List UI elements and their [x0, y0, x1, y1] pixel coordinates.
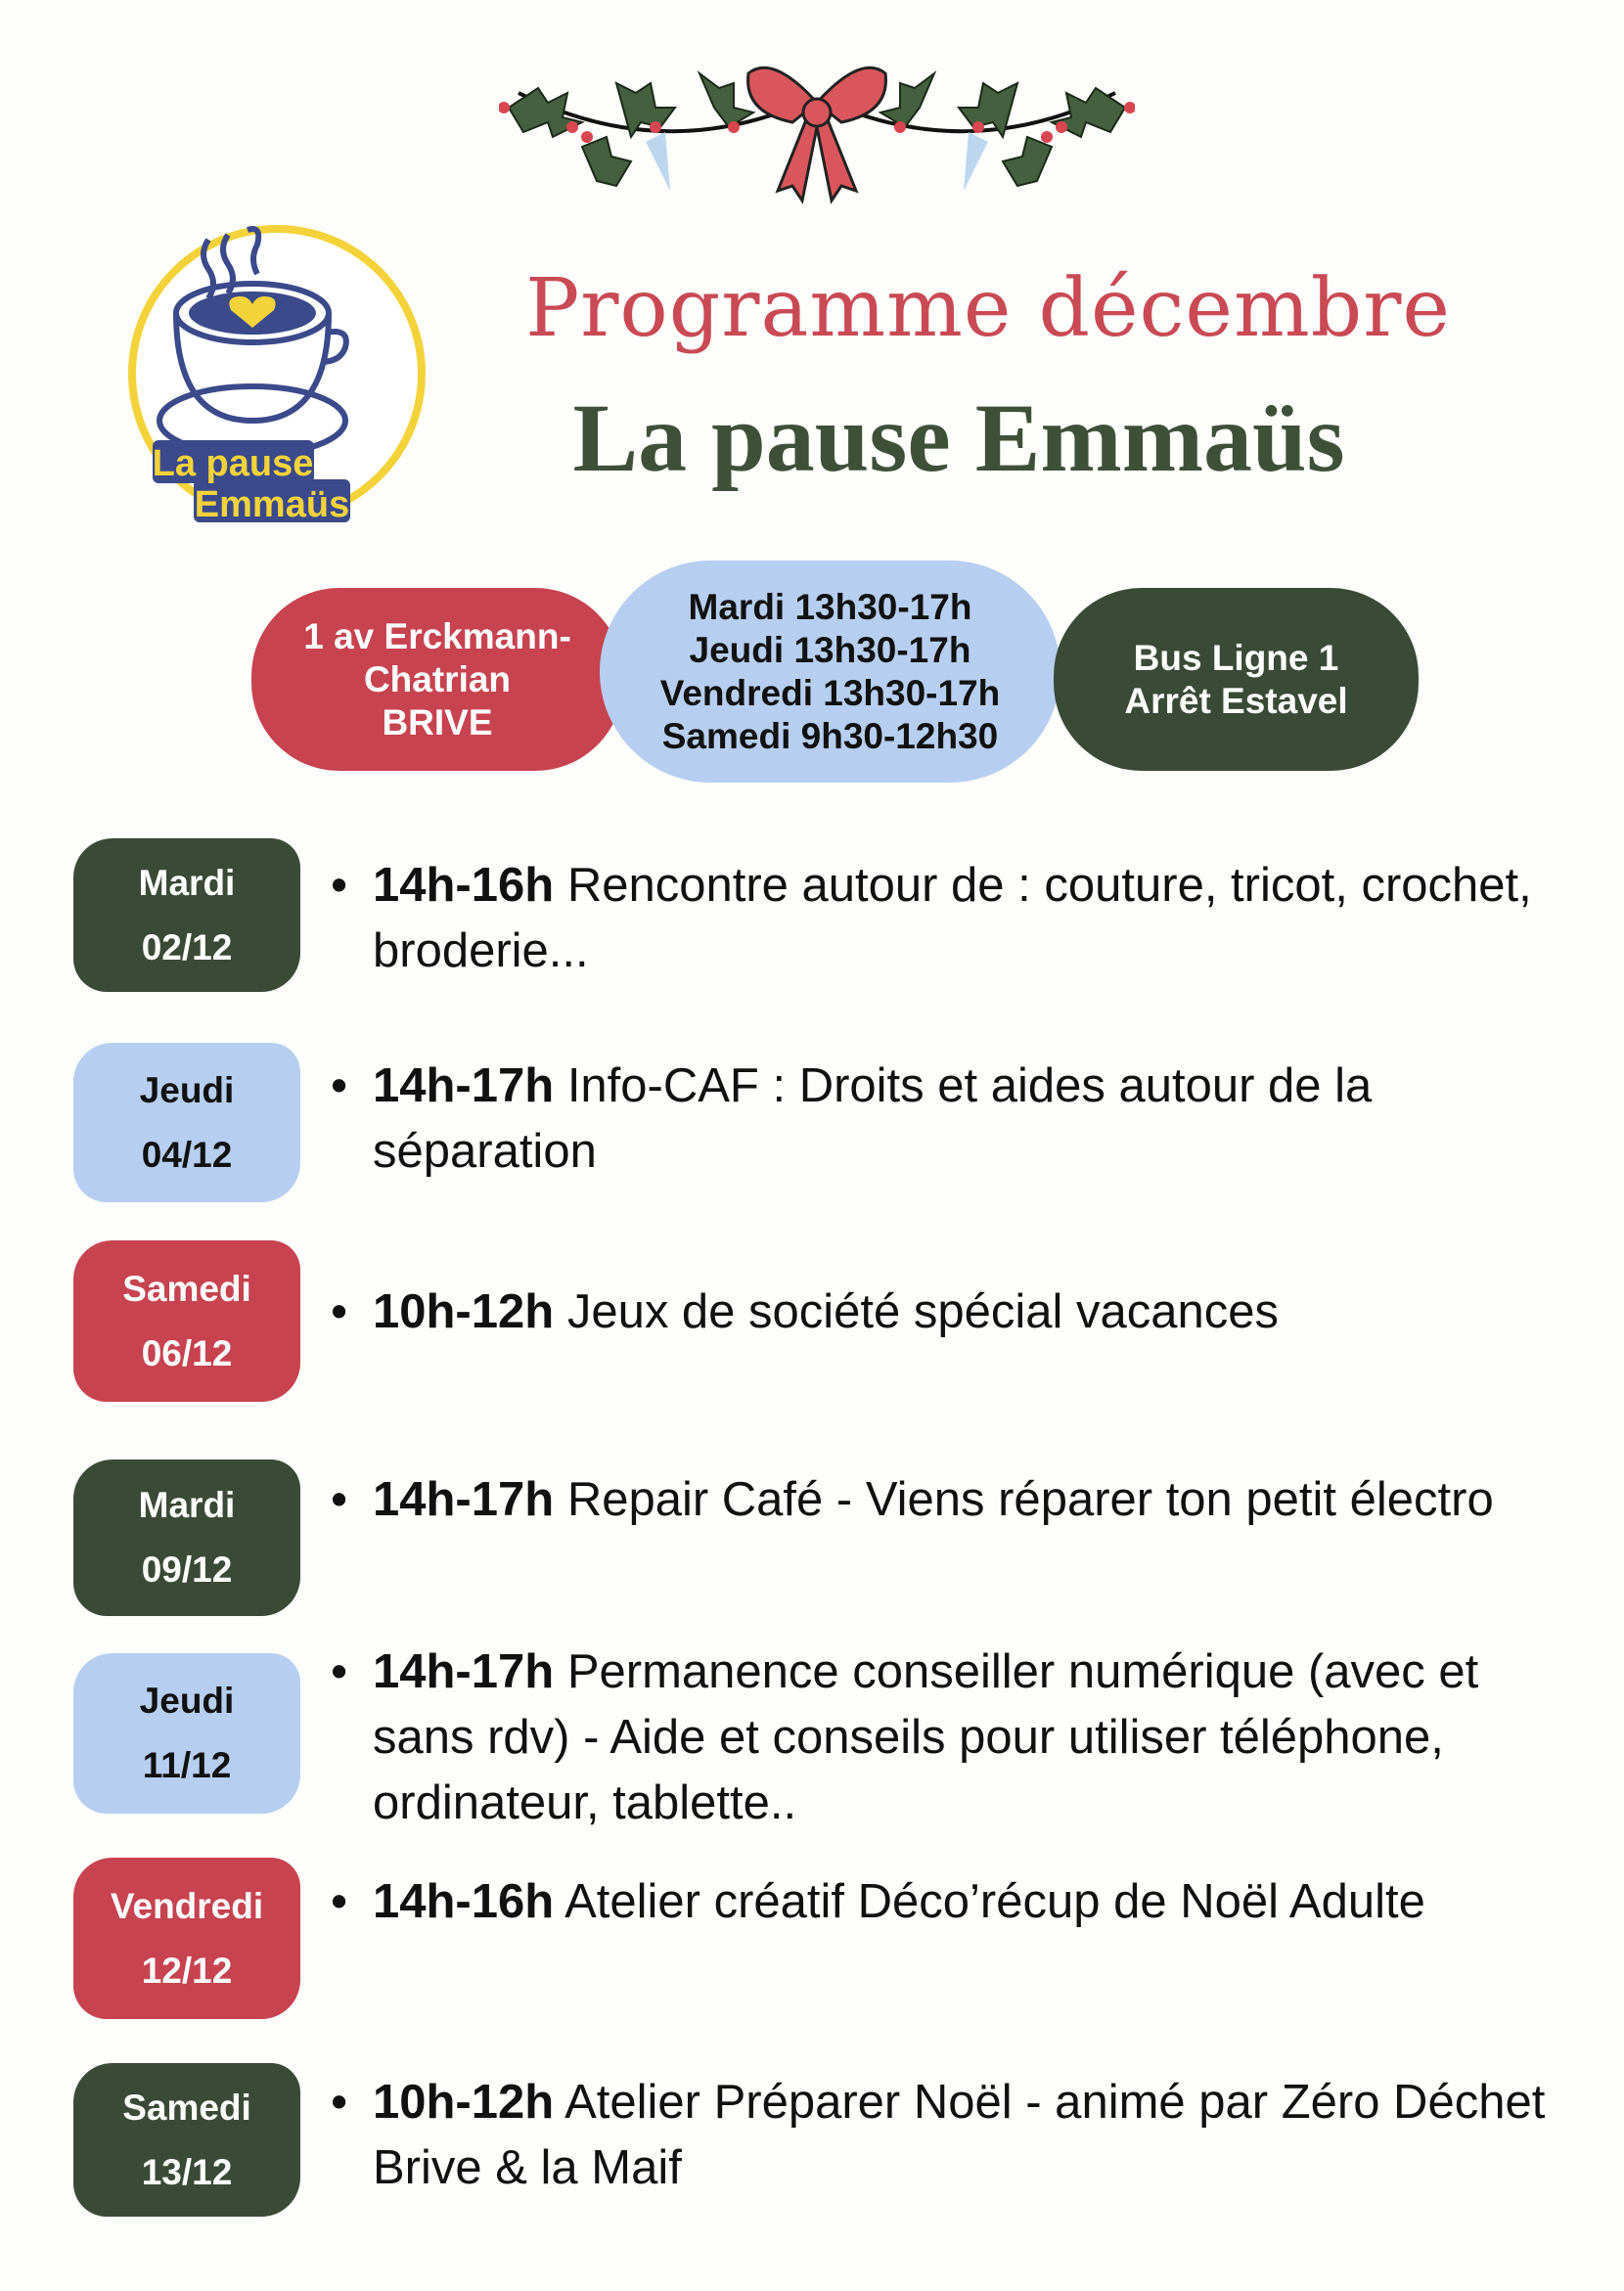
badge-date: 11/12 [142, 1745, 232, 1785]
date-badge [73, 2063, 300, 2217]
event-description: Atelier Préparer Noël - animé par Zéro Déchet Brive & la Maif [373, 2076, 1546, 2194]
address-line: Chatrian [363, 658, 512, 699]
event-description: Repair Café - Viens réparer ton petit électro [566, 1473, 1494, 1526]
event-time: 10h-12h [373, 1285, 555, 1338]
bullet-icon: • [331, 1875, 348, 1928]
badge-day: Samedi [122, 2087, 251, 2128]
event-description: Jeux de société spécial vacances [566, 1285, 1280, 1338]
date-badge [73, 1653, 300, 1814]
date-badge [73, 1240, 300, 1402]
date-badge [73, 1858, 300, 2019]
bus-pill [1054, 588, 1419, 771]
event-time: 14h-16h [373, 1875, 555, 1928]
bullet-icon: • [331, 859, 348, 912]
address-pill [251, 588, 623, 771]
event-item [331, 1869, 1593, 1935]
event-description: Permanence conseiller numérique (avec et sans rdv) - Aide et conseils pour utiliser téléphone, ordinateur, tablette.. [373, 1645, 1479, 1829]
bullet-icon: • [331, 1645, 348, 1698]
date-badge [73, 838, 300, 992]
event-item [331, 853, 1593, 984]
la-pause-emmaus-logo [125, 215, 433, 530]
event-time: 10h-12h [373, 2076, 555, 2129]
event-description: Rencontre autour de : couture, tricot, crochet, broderie... [373, 859, 1532, 977]
event-description: Info-CAF : Droits et aides autour de la séparation [373, 1059, 1373, 1178]
bullet-icon: • [331, 1285, 348, 1338]
badge-day: Mardi [138, 1485, 236, 1525]
bullet-icon: • [331, 1473, 348, 1526]
hours-line: Mardi 13h30-17h [688, 586, 972, 627]
badge-date: 13/12 [141, 2151, 233, 2192]
event-item [331, 1467, 1593, 1533]
badge-date: 12/12 [141, 1950, 233, 1991]
address-line: BRIVE [382, 701, 493, 742]
bus-line: Bus Ligne 1 [1133, 637, 1339, 678]
event-item [331, 1280, 1593, 1345]
badge-date: 06/12 [141, 1332, 233, 1373]
event-item [331, 1640, 1593, 1836]
badge-day: Jeudi [139, 1681, 235, 1721]
badge-day: Jeudi [139, 1069, 235, 1110]
event-time: 14h-17h [373, 1059, 555, 1112]
bullet-icon: • [331, 1059, 348, 1112]
hours-line: Samedi 9h30-12h30 [661, 715, 999, 756]
event-time: 14h-17h [373, 1473, 555, 1526]
svg-text:Emmaüs: Emmaüs [194, 484, 350, 525]
badge-day: Samedi [122, 1268, 251, 1309]
badge-day: Mardi [138, 862, 236, 903]
event-time: 14h-17h [373, 1645, 555, 1698]
holly-garland-decoration [499, 54, 1135, 210]
badge-date: 04/12 [141, 1134, 233, 1175]
page-subtitle: La pause Emmaüs [572, 383, 1345, 492]
date-badge [73, 1460, 300, 1616]
badge-day: Vendredi [110, 1885, 264, 1926]
bullet-icon: • [331, 2076, 348, 2129]
date-badge [73, 1043, 300, 1202]
hours-line: Jeudi 13h30-17h [689, 629, 971, 670]
event-description: Atelier créatif Déco’récup de Noël Adulte [564, 1875, 1425, 1928]
event-time: 14h-16h [373, 859, 555, 912]
bus-line: Arrêt Estavel [1124, 680, 1348, 721]
hours-line: Vendredi 13h30-17h [659, 672, 1001, 713]
address-line: 1 av Erckmann- [303, 615, 571, 656]
badge-date: 09/12 [141, 1550, 233, 1590]
event-item [331, 2070, 1593, 2201]
opening-hours-pill [600, 561, 1060, 783]
svg-text:La pause: La pause [152, 443, 314, 484]
page-title: Programme décembre [525, 262, 1451, 355]
badge-date: 02/12 [141, 926, 233, 967]
event-item [331, 1054, 1593, 1185]
